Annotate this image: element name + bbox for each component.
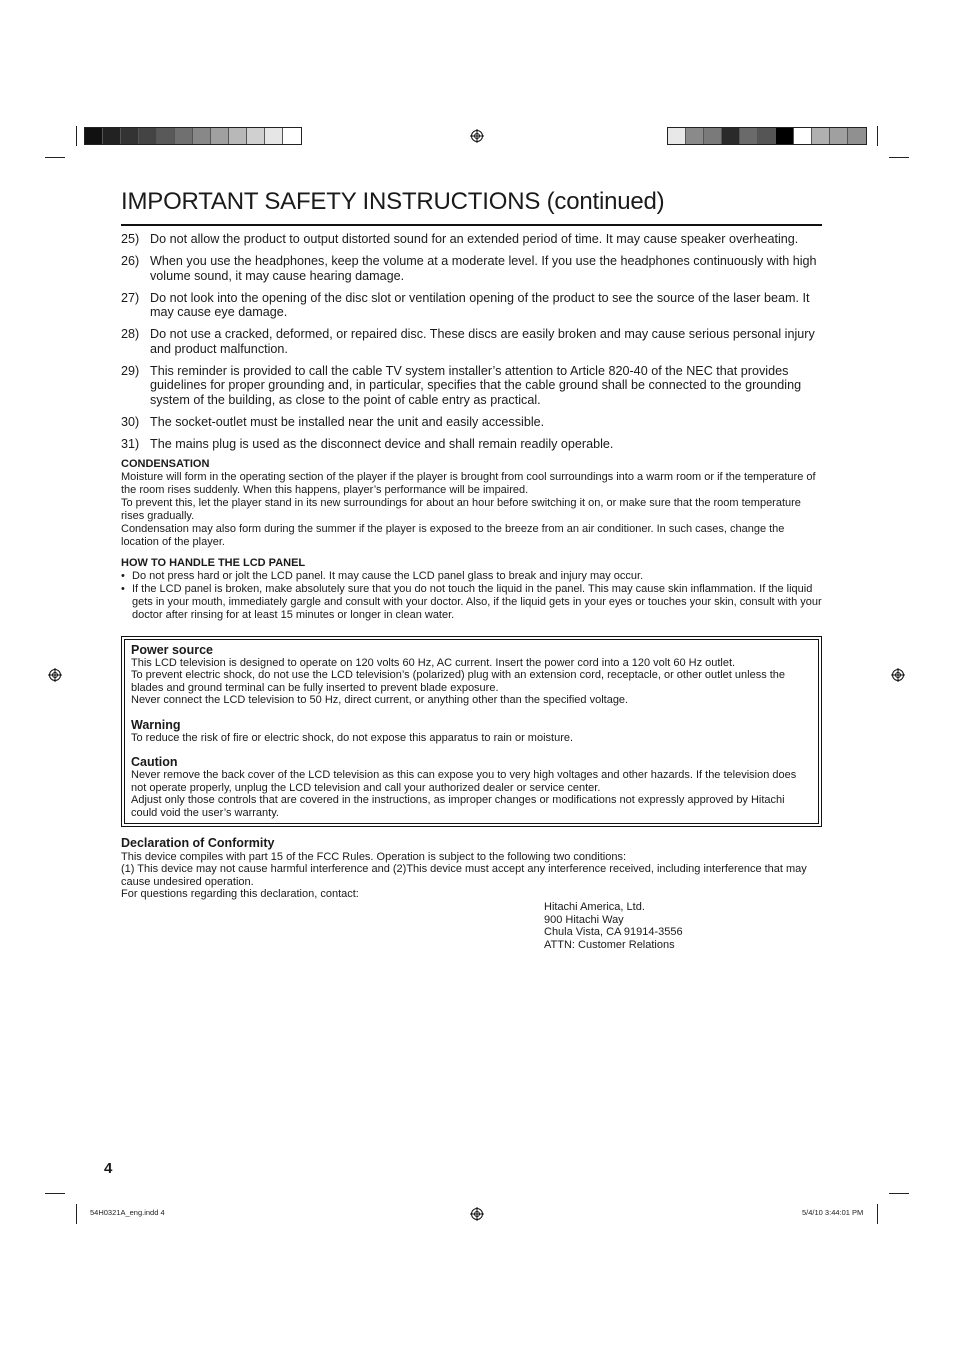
condensation-paragraph-2: To prevent this, let the player stand in its new surroundings for about an hour before switching it on, or make sure that the room temperature rises gradually. xyxy=(121,497,801,522)
bullet-icon: • xyxy=(121,583,125,595)
item-text: Do not look into the opening of the disc slot or ventilation opening of the product to see the source of the laser beam. It may cause eye damage. xyxy=(150,290,810,319)
item-text: The mains plug is used as the disconnect device and shall remain readily operable. xyxy=(150,436,614,451)
item-number: 29) xyxy=(121,363,140,378)
crop-mark-bottom-left-h xyxy=(45,1193,65,1194)
title-rule xyxy=(121,224,822,226)
power-source-paragraph-3: Never connect the LCD television to 50 Hz, direct current, or anything other than the specified voltage. xyxy=(131,694,629,706)
color-swatch xyxy=(740,128,758,144)
footer-timestamp: 5/4/10 3:44:01 PM xyxy=(802,1208,864,1217)
color-swatch xyxy=(157,128,175,144)
list-item xyxy=(121,437,821,452)
conformity-heading: Declaration of Conformity xyxy=(121,836,275,850)
list-item xyxy=(121,415,821,430)
color-swatch xyxy=(85,128,103,144)
caution-paragraph-1: Never remove the back cover of the LCD television as this can expose you to very high voltages and other hazards. If the television does not operate properly, unplug the LCD television and call your authorized dealer or service center. xyxy=(131,769,797,794)
color-swatch xyxy=(812,128,830,144)
item-text: When you use the headphones, keep the volume at a moderate level. If you use the headphones continuously with high volume sound, it may cause hearing damage. xyxy=(150,254,817,283)
color-swatch xyxy=(265,128,283,144)
registration-mark-left-icon xyxy=(48,668,62,682)
color-swatch xyxy=(103,128,121,144)
item-text: This reminder is provided to call the cable TV system installer’s attention to Article 820-40 of the NEC that provides guidelines for proper grounding and, in particular, specifies that the cable ground shall be connected to the grounding system of the building, as close to the point of cable entry as practical. xyxy=(150,363,802,407)
item-text: Do not allow the product to output distorted sound for an extended period of time. It may cause speaker overheating. xyxy=(150,232,799,246)
page-number: 4 xyxy=(104,1160,113,1177)
item-number: 31) xyxy=(121,436,140,451)
power-source-paragraph-1: This LCD television is designed to operate on 120 volts 60 Hz, AC current. Insert the power cord into a 120 volt 60 Hz outlet. xyxy=(131,657,736,669)
list-item xyxy=(121,232,821,247)
caution-paragraph-2: Adjust only those controls that are covered in the instructions, as improper changes or modifications not expressly approved by Hitachi could void the user’s warranty. xyxy=(131,794,785,819)
color-swatch xyxy=(758,128,776,144)
conformity-paragraph-2: (1) This device may not cause harmful interference and (2)This device must accept any interference received, including interference that may cause undesired operation. xyxy=(121,863,807,888)
safety-instructions-list xyxy=(121,232,821,459)
color-swatch xyxy=(139,128,157,144)
color-swatch xyxy=(175,128,193,144)
color-swatch xyxy=(686,128,704,144)
list-item xyxy=(121,254,821,283)
conformity-paragraph-1: This device compiles with part 15 of the FCC Rules. Operation is subject to the following two conditions: xyxy=(121,851,627,863)
crop-mark-bottom-right-v xyxy=(877,1204,878,1224)
condensation-paragraph-3: Condensation may also form during the summer if the player is exposed to the breeze from an air conditioner. In such cases, change the location of the player. xyxy=(121,523,785,548)
color-swatch xyxy=(794,128,812,144)
item-number: 26) xyxy=(121,254,140,268)
color-swatch xyxy=(704,128,722,144)
registration-mark-top-icon xyxy=(470,129,484,143)
condensation-paragraph-1: Moisture will form in the operating section of the player if the player is brought from cool surroundings into a warm room or if the temperature of the room rises suddenly. When this happens, player’s performance will be impaired. xyxy=(121,471,816,496)
crop-mark-top-right-v xyxy=(877,126,878,146)
item-text: The socket-outlet must be installed near the unit and easily accessible. xyxy=(150,414,545,429)
crop-mark-bottom-right-h xyxy=(889,1193,909,1194)
color-swatch xyxy=(193,128,211,144)
list-item xyxy=(121,291,821,320)
conformity-paragraph-3: For questions regarding this declaration, contact: xyxy=(121,888,359,900)
color-bar-right xyxy=(667,127,867,145)
color-swatch xyxy=(848,128,866,144)
crop-mark-top-right-h xyxy=(889,157,909,158)
color-swatch xyxy=(830,128,848,144)
bullet-text: Do not press hard or jolt the LCD panel. It may cause the LCD panel glass to break and injury may occur. xyxy=(132,570,644,582)
item-number: 30) xyxy=(121,414,140,429)
address-line: ATTN: Customer Relations xyxy=(544,938,675,951)
footer-filename: 54H0321A_eng.indd 4 xyxy=(90,1208,165,1217)
color-swatch xyxy=(283,128,301,144)
bullet-icon: • xyxy=(121,570,125,582)
crop-mark-bottom-left-v xyxy=(76,1204,77,1224)
list-item xyxy=(121,364,821,408)
list-item xyxy=(121,327,821,356)
caution-heading: Caution xyxy=(131,755,178,769)
power-source-paragraph-2: To prevent electric shock, do not use the LCD television’s (polarized) plug with an extension cord, receptacle, or other outlet unless the blades and ground terminal can be fully inserted to prevent blade exposure. xyxy=(131,669,786,694)
color-swatch xyxy=(211,128,229,144)
power-source-heading: Power source xyxy=(131,643,213,657)
item-text: Do not use a cracked, deformed, or repaired disc. These discs are easily broken and may cause serious personal injury and product malfunction. xyxy=(150,327,815,356)
address-line: Chula Vista, CA 91914-3556 xyxy=(544,926,683,938)
registration-mark-right-icon xyxy=(891,668,905,682)
address-line: Hitachi America, Ltd. xyxy=(544,901,645,913)
bullet-text: If the LCD panel is broken, make absolutely sure that you do not touch the liquid in the panel. This may cause skin inflammation. If the liquid gets in your mouth, immediately gargle and consult with your doctor. Also, if the liquid gets in your eyes or touches your skin, consult with your doctor after rinsing for at least 15 minutes or longer in clean water. xyxy=(132,583,822,621)
list-item xyxy=(121,570,823,583)
list-item xyxy=(121,583,823,622)
item-number: 25) xyxy=(121,232,140,246)
crop-mark-top-left-v xyxy=(76,126,77,146)
color-swatch xyxy=(668,128,686,144)
item-number: 27) xyxy=(121,290,140,305)
warning-paragraph: To reduce the risk of fire or electric shock, do not expose this apparatus to rain or moisture. xyxy=(131,732,574,744)
contact-address xyxy=(544,901,683,951)
color-swatch xyxy=(121,128,139,144)
color-swatch xyxy=(722,128,740,144)
color-swatch xyxy=(247,128,265,144)
crop-mark-top-left-h xyxy=(45,157,65,158)
registration-mark-bottom-icon xyxy=(470,1207,484,1221)
item-number: 28) xyxy=(121,327,140,341)
color-swatch xyxy=(229,128,247,144)
lcd-panel-bullets xyxy=(121,570,823,622)
color-swatch xyxy=(776,128,794,144)
color-bar-left xyxy=(84,127,302,145)
page-title: IMPORTANT SAFETY INSTRUCTIONS (continued) xyxy=(121,188,665,215)
lcd-panel-heading: HOW TO HANDLE THE LCD PANEL xyxy=(121,557,306,569)
warning-heading: Warning xyxy=(131,718,181,732)
condensation-heading: CONDENSATION xyxy=(121,458,210,470)
address-line: 900 Hitachi Way xyxy=(544,913,624,926)
